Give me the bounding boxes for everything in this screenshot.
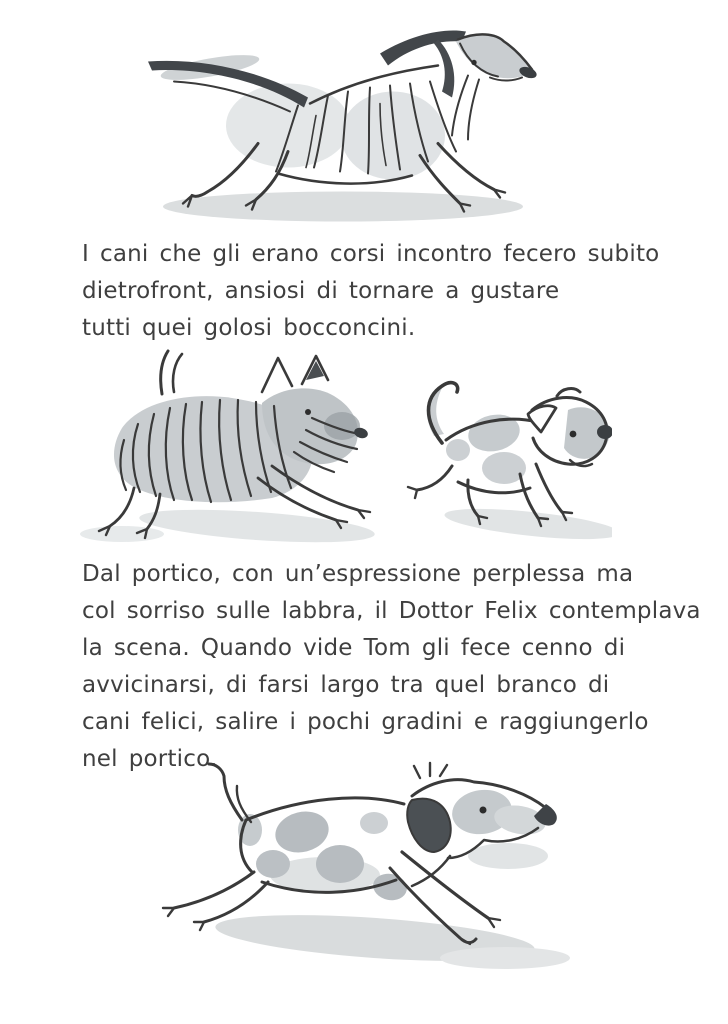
paragraph-2 [82, 556, 701, 778]
dog-ear [407, 799, 450, 852]
dog-eye [471, 60, 476, 65]
puppy-dog [408, 383, 612, 526]
terrier-dog [99, 351, 370, 538]
paragraph-1 [82, 236, 659, 347]
text-line: Dal portico, con un’espressione perplessa ma [82, 561, 634, 587]
ground-shadow [443, 503, 612, 545]
text-line: dietrofront, ansiosi di tornare a gustare [82, 278, 560, 304]
spotted-dog-illustration [150, 760, 575, 975]
illustration-terrier-and-puppy [62, 348, 612, 546]
text-line: I cani che gli erano corsi incontro fecero subito [82, 241, 660, 267]
text-line: la scena. Quando vide Tom gli fece cenno di [82, 635, 626, 661]
illustration-spotted-dog-leaping [150, 760, 575, 975]
text-line: tutti quei golosi bocconcini. [82, 315, 416, 341]
text-line: nel portico. [82, 746, 218, 772]
dog-eye [480, 807, 487, 814]
text-line: avvicinarsi, di farsi largo tra quel branco di [82, 672, 610, 698]
illustration-shaggy-dog-running [138, 22, 548, 230]
puppy-eye [570, 431, 577, 438]
terrier-eye [305, 409, 311, 415]
shaggy-dog-illustration [138, 22, 548, 230]
terrier-and-puppy-illustration [62, 348, 612, 546]
text-line: col sorriso sulle labbra, il Dottor Felix contemplava [82, 598, 701, 624]
text-line: cani felici, salire i pochi gradini e raggiungerlo [82, 709, 649, 735]
